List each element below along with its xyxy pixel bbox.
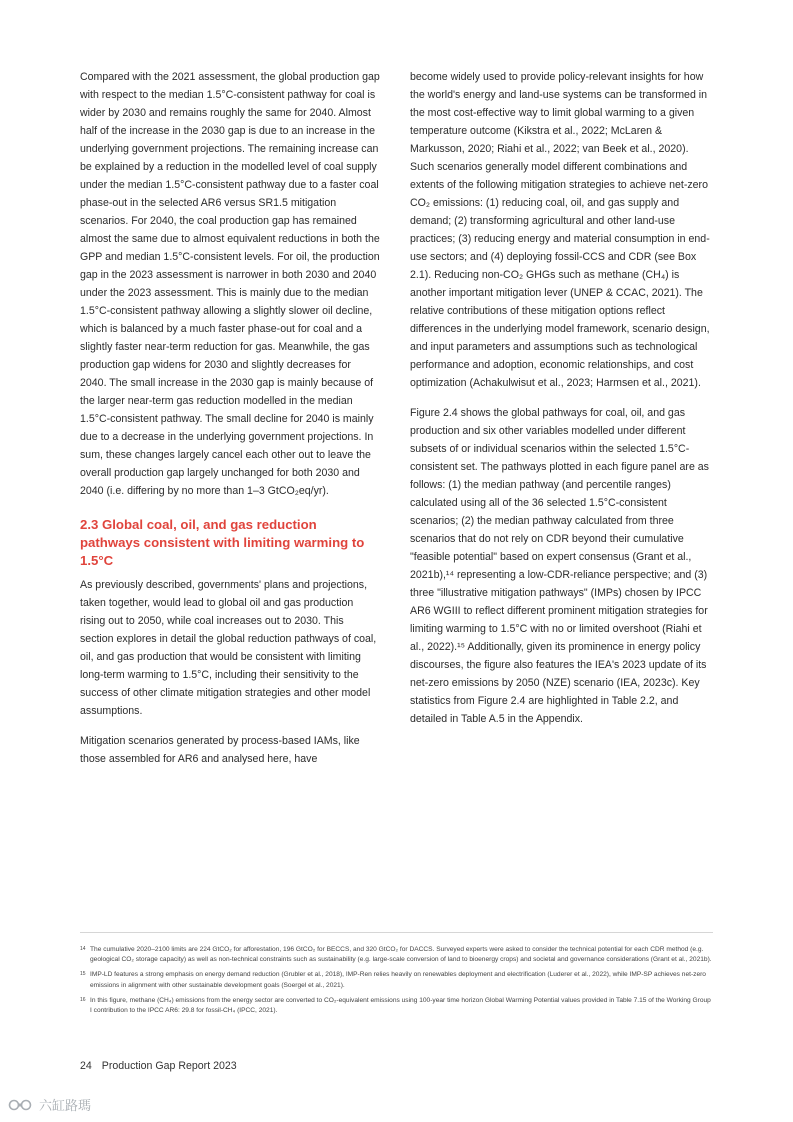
- paragraph: Figure 2.4 shows the global pathways for coal, oil, and gas production and six other variables modelled under different subsets of or individual scenarios within the selected 1.5°C-consistent set. The pathways plotted in each figure panel are as follows: (1) the median pathway (and percentile ranges) calculated using all of the 36 selected 1.5°C-consistent scenarios; (2) the median pathway calculated from three scenarios that do not rely on CDR beyond their cumulative "feasible potential" based on expert consensus (Grant et al., 2021b),¹⁴ representing a low-CDR-reliance perspective; and (3) three "illustrative mitigation pathways" (IMPs) chosen by IPCC AR6 WGIII to reflect different prominent mitigation strategies for limiting warming to 1.5°C with no or limited overshoot (Riahi et al., 2022).¹⁵ Additionally, given its prominence in energy policy discourses, the figure also features the IEA's 2023 update of its net-zero emissions by 2050 (NZE) scenario (IEA, 2023c). Key statistics from Figure 2.4 are highlighted in Table 2.2, and detailed in Table A.5 in the Appendix.: [410, 407, 709, 725]
- watermark-text: 六缸路瑪: [39, 1098, 92, 1113]
- paragraph: become widely used to provide policy-relevant insights for how the world's energy and land-use systems can be transformed in the most cost-effective way to limit global warming to a given temperature outcome (Kikstra et al., 2022; McLaren & Markusson, 2020; Riahi et al., 2022; van Beek et al., 2020). Such scenarios generally model different combinations and extents of the following mitigation strategies to achieve net-zero CO₂ emissions: (1) reducing coal, oil, and gas supply and demand; (2) transforming agricultural and other land-use practices; (3) reducing energy and material consumption in end-use sectors; and (4) deploying fossil-CCS and CDR (see Box 2.1). Reducing non-CO₂ GHGs such as methane (CH₄) is another important mitigation lever (UNEP & CCAC, 2021). The relative contributions of these mitigation options reflect differences in the underlying model framework, scenario design, and input parameters and assumptions such as technological performance and adoption, economic relationships, and cost optimization (Achakulwisut et al., 2023; Harmsen et al., 2021).: [410, 71, 710, 389]
- footnote-text: The cumulative 2020–2100 limits are 224 GtCO₂ for afforestation, 196 GtCO₂ for BECCS, and 320 GtCO₂ for DACCS. Surveyed experts were asked to consider the technical potential for each CDR method (e.g. geological CO₂ storage capacity) as well as non-technical constraints such as sustainability (e.g. large-scale conversion of land to bioenergy crops) and societal and governance considerations (Grant et al., 2021b).: [90, 946, 712, 964]
- footnote-text: IMP-LD features a strong emphasis on energy demand reduction (Grubler et al., 2018), IMP-Ren relies heavily on renewables deployment and electrification (Luderer et al., 2022), while IMP-SP achieves net-zero emissions in alignment with other sustainable development goals (Soergel et al., 2021).: [90, 971, 706, 989]
- paragraph: As previously described, governments' plans and projections, taken together, would lead to global oil and gas production rising out to 2050, while coal increases out to 2030. This section explores in detail the global reduction pathways of coal, oil, and gas production that would be consistent with limiting long-term warming to 1.5°C, including their sensitivity to the success of other climate mitigation strategies and other model assumptions.: [80, 579, 377, 717]
- watermark: [8, 1095, 91, 1114]
- footnote-number: 16: [80, 996, 86, 1003]
- footnotes: [80, 932, 713, 1021]
- footnote-number: 14: [80, 946, 86, 952]
- report-title: Production Gap Report 2023: [101, 1060, 237, 1072]
- left-column: [80, 68, 380, 780]
- footnote-number: 15: [80, 971, 86, 978]
- watermark-logo-icon: [8, 1097, 34, 1113]
- footnote: [80, 996, 713, 1016]
- page-footer: [80, 1060, 237, 1072]
- footnote: [80, 945, 713, 965]
- paragraph: Compared with the 2021 assessment, the global production gap with respect to the median 1.5°C-consistent pathway for coal is wider by 2030 and remains roughly the same for 2040. Almost half of the increase in the 2030 gap is due to an increase in the underlying government projections. The remaining increase can be explained by a reduction in the modelled level of coal supply under the median 1.5°C-consistent pathway due to a faster coal phase-out in the selected AR6 versus SR1.5 mitigation scenarios. For 2040, the coal production gap has remained almost the same due to almost equivalent reductions in both the GPP and median 1.5°C-consistent levels. For oil, the production gap in the 2023 assessment is narrower in both 2030 and 2040 under the 2023 assessment. This is mainly due to the median 1.5°C-consistent pathway allowing a slightly slower oil decline, which is balanced by a much faster phase-out for coal and a slightly faster near-term reduction for gas. Meanwhile, the gas production gap widens for 2030 and slightly decreases for 2040. The small increase in the 2030 gap is mainly because of the larger near-term gas reduction modelled in the median 1.5°C-consistent pathway. The small decline for 2040 is mainly due to a decrease in the underlying government projections. In sum, these changes largely cancel each other out to leave the overall production gap largely unchanged for both 2030 and 2040 (i.e. differing by no more than 1–3 GtCO₂eq/yr).: [80, 71, 380, 497]
- page-number: 24: [80, 1060, 92, 1072]
- paragraph: Mitigation scenarios generated by process-based IAMs, like those assembled for AR6 and analysed here, have: [80, 735, 360, 765]
- right-column: [410, 68, 712, 740]
- footnote-text: In this figure, methane (CH₄) emissions from the energy sector are converted to CO₂-equivalent emissions using 100-year time horizon Global Warming Potential values provided in Table 7.15 of the Working Group I contribution to the IPCC AR6: 29.8 for fossil-CH₄ (IPCC, 2021).: [90, 996, 711, 1015]
- footnote: [80, 970, 713, 990]
- section-heading: 2.3 Global coal, oil, and gas reduction pathways consistent with limiting warming to 1.5°C: [80, 517, 365, 568]
